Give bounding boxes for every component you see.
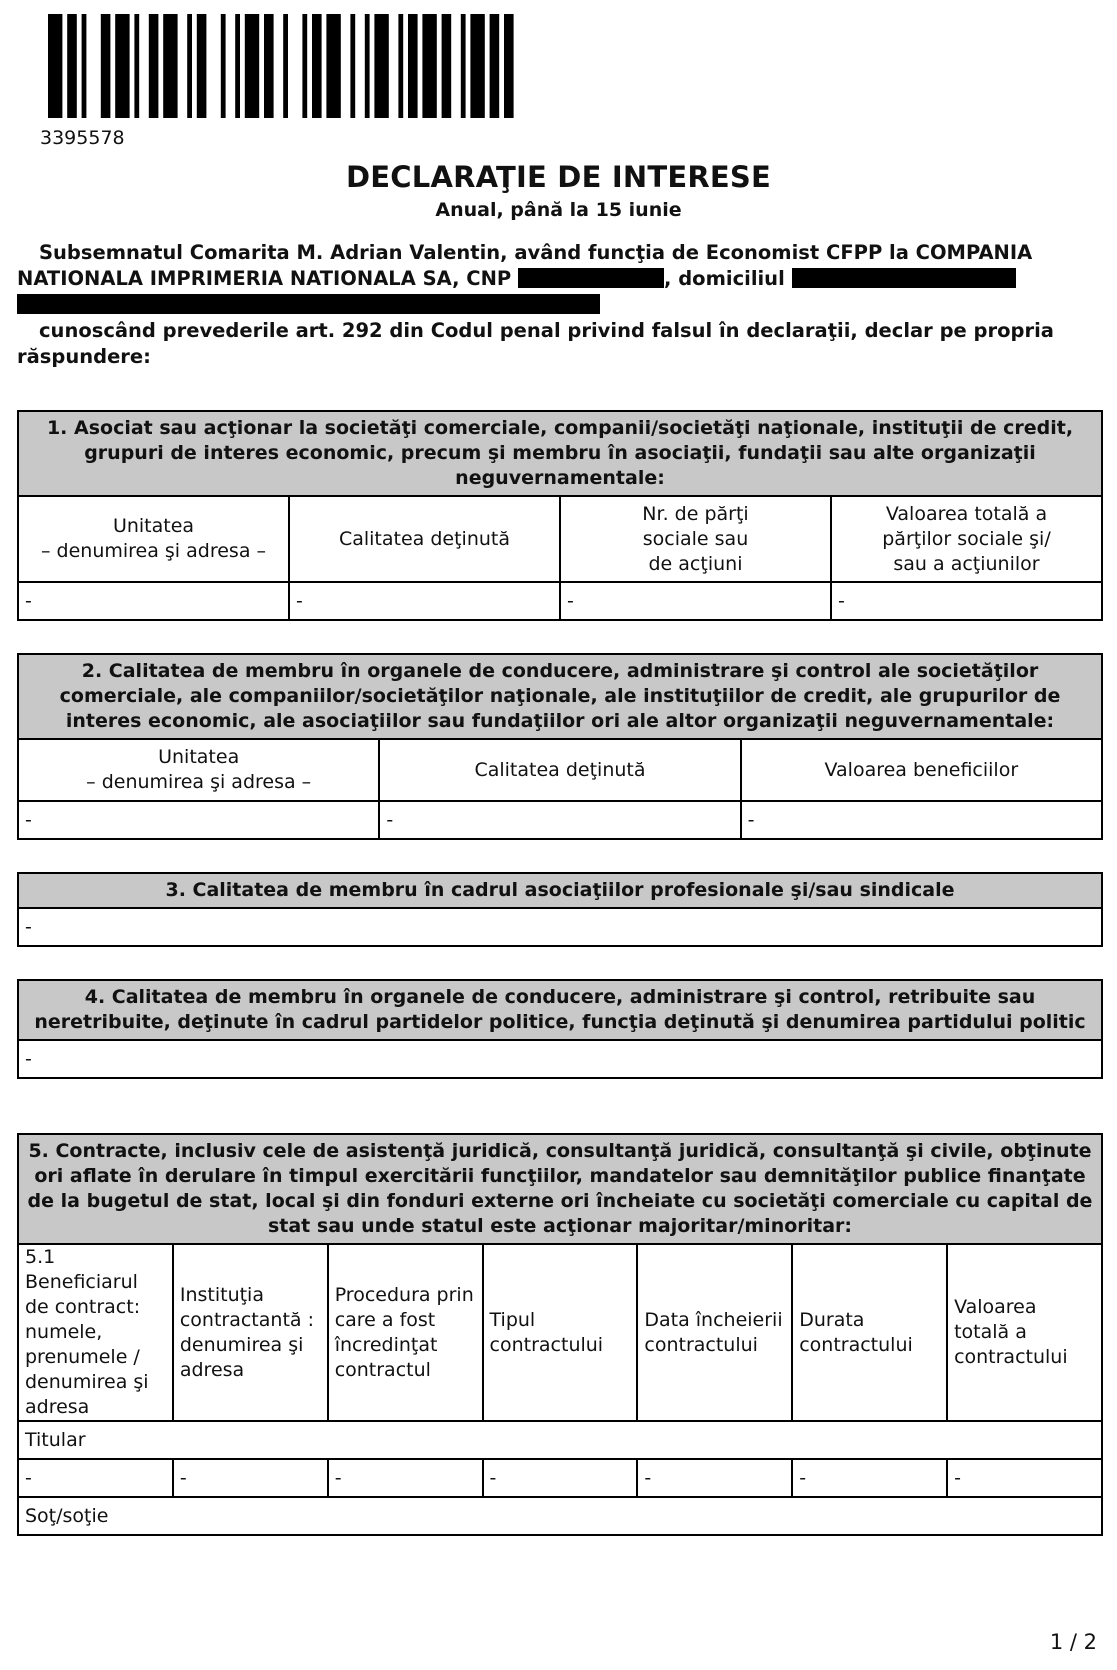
section-5-cell: - <box>483 1459 638 1497</box>
section-3-heading: 3. Calitatea de membru în cadrul asociaţiilor profesionale şi/sau sindicale <box>18 873 1102 908</box>
intro-line-1: Subsemnatul Comarita M. Adrian Valentin, având funcţia de Economist CFPP la COMPANIA <box>39 241 1033 264</box>
barcode-bar <box>235 14 240 118</box>
section-5-cell: - <box>18 1459 173 1497</box>
barcode-bar <box>115 14 129 118</box>
section-1-cell: - <box>289 582 560 620</box>
intro-line-2 <box>17 266 1102 292</box>
barcode-bar <box>221 14 226 118</box>
intro-paragraph <box>17 240 1102 370</box>
redacted-address-continued <box>17 294 600 314</box>
page-title: DECLARAŢIE DE INTERESE <box>346 160 771 194</box>
barcode-bar <box>422 14 436 118</box>
intro-line-3 <box>17 292 1102 318</box>
section-1-cell: - <box>560 582 831 620</box>
section-2-cell: - <box>741 801 1102 839</box>
section-1-cell: - <box>831 582 1102 620</box>
section-2-col-benefits: Valoarea beneficiilor <box>741 739 1102 801</box>
redacted-cnp <box>518 268 664 288</box>
section-5-heading: 5. Contracte, inclusiv cele de asistenţă juridică, consultanţă juridică, consultanţă şi civile, obţinute ori aflate în derulare în timpul exercitării funcţiilor, mandatelor sau demnităţilor publice finanţate de la bugetul de stat, local şi din fonduri externe ori încheiate cu societăţi comerciale cu capital de stat sau unde statul este acţionar majoritar/minoritar: <box>18 1134 1102 1244</box>
barcode-bar <box>302 14 307 118</box>
section-5-col-date: Data încheierii contractului <box>637 1244 792 1421</box>
barcode-bar <box>48 14 62 118</box>
barcode-bar <box>408 14 418 118</box>
section-5-col-value: Valoarea totală a contractului <box>947 1244 1102 1421</box>
section-4-cell: - <box>18 1040 1102 1078</box>
section-4-table <box>17 979 1103 1079</box>
barcode-bar <box>134 14 139 118</box>
section-2-col-quality: Calitatea deţinută <box>379 739 740 801</box>
barcode-bar <box>101 14 111 118</box>
section-5-col-beneficiary: 5.1 Beneficiarul de contract: numele, prenumele / denumirea şi adresa <box>18 1244 173 1421</box>
section-5-cell: - <box>328 1459 483 1497</box>
section-5-titular-label: Titular <box>18 1421 1102 1459</box>
section-2-heading: 2. Calitatea de membru în organele de conducere, administrare şi control ale societăţilor comerciale, ale companiilor/societăţilor naţionale, ale instituţiilor de credit, ale grupurilor de interes economic, ale asociaţiilor sau fundaţiilor ori ale altor organizaţii neguvernamentale: <box>18 654 1102 739</box>
redacted-address <box>792 268 1016 288</box>
intro-line-4: cunoscând prevederile art. 292 din Codul penal privind falsul în declaraţii, declar pe propria <box>39 319 1054 342</box>
section-5-table <box>17 1133 1103 1536</box>
barcode-bar <box>245 14 259 118</box>
section-5-spouse-label: Soţ/soţie <box>18 1497 1102 1535</box>
section-2-table <box>17 653 1103 840</box>
barcode-bar <box>350 14 355 118</box>
section-1-table <box>17 410 1103 621</box>
section-5-cell: - <box>792 1459 947 1497</box>
section-1-col-value: Valoarea totală a părţilor sociale şi/ sau a acţiunilor <box>831 496 1102 582</box>
section-1-heading: 1. Asociat sau acţionar la societăţi comerciale, companii/societăţi naţionale, instituţii de credit, grupuri de interes economic, precum şi membru în asociaţii, fundaţii sau alte organizaţii neguvernamentale: <box>18 411 1102 496</box>
barcode-bar <box>283 14 288 118</box>
intro-line-2b: , domiciliul <box>664 267 785 290</box>
barcode-bar <box>197 14 207 118</box>
section-5-col-institution: Instituţia contractantă : denumirea şi adresa <box>173 1244 328 1421</box>
section-2-col-unit: Unitatea – denumirea şi adresa – <box>18 739 379 801</box>
barcode-bar <box>374 14 388 118</box>
intro-line-5: răspundere: <box>17 345 151 368</box>
barcode-bar <box>187 14 192 118</box>
section-1-cell: - <box>18 582 289 620</box>
page-subtitle: Anual, până la 15 iunie <box>435 199 682 221</box>
barcode-bar <box>82 14 87 118</box>
page-number: 1 / 2 <box>1049 1630 1097 1654</box>
section-2-cell: - <box>18 801 379 839</box>
section-2-cell: - <box>379 801 740 839</box>
document-number: 3395578 <box>40 127 125 149</box>
section-5-cell: - <box>947 1459 1102 1497</box>
section-4-heading: 4. Calitatea de membru în organele de conducere, administrare şi control, retribuite sau neretribuite, deţinute în cadrul partidelor politice, funcţia deţinută şi denumirea partidului politic <box>18 980 1102 1040</box>
barcode-bar <box>442 14 452 118</box>
section-1-col-unit: Unitatea – denumirea şi adresa – <box>18 496 289 582</box>
section-5-col-procedure: Procedura prin care a fost încredinţat contractul <box>328 1244 483 1421</box>
section-5-col-type: Tipul contractului <box>483 1244 638 1421</box>
intro-line-2a: NATIONALA IMPRIMERIA NATIONALA SA, CNP <box>17 267 512 290</box>
section-3-cell: - <box>18 908 1102 946</box>
barcode-bar <box>504 14 514 118</box>
barcode-bar <box>312 14 322 118</box>
barcode-bar <box>326 14 340 118</box>
section-1-col-shares: Nr. de părţi sociale sau de acţiuni <box>560 496 831 582</box>
section-5-cell: - <box>637 1459 792 1497</box>
section-1-col-quality: Calitatea deţinută <box>289 496 560 582</box>
section-5-col-duration: Durata contractului <box>792 1244 947 1421</box>
barcode-bar <box>264 14 274 118</box>
section-5-cell: - <box>173 1459 328 1497</box>
barcode-bar <box>490 14 500 118</box>
barcode-bar <box>470 14 484 118</box>
barcode-bar <box>149 14 159 118</box>
barcode-icon <box>48 14 613 118</box>
barcode-bar <box>398 14 403 118</box>
barcode-bar <box>163 14 177 118</box>
barcode-bar <box>461 14 466 118</box>
barcode-bar <box>365 14 370 118</box>
section-3-table <box>17 872 1103 947</box>
barcode-bar <box>67 14 77 118</box>
